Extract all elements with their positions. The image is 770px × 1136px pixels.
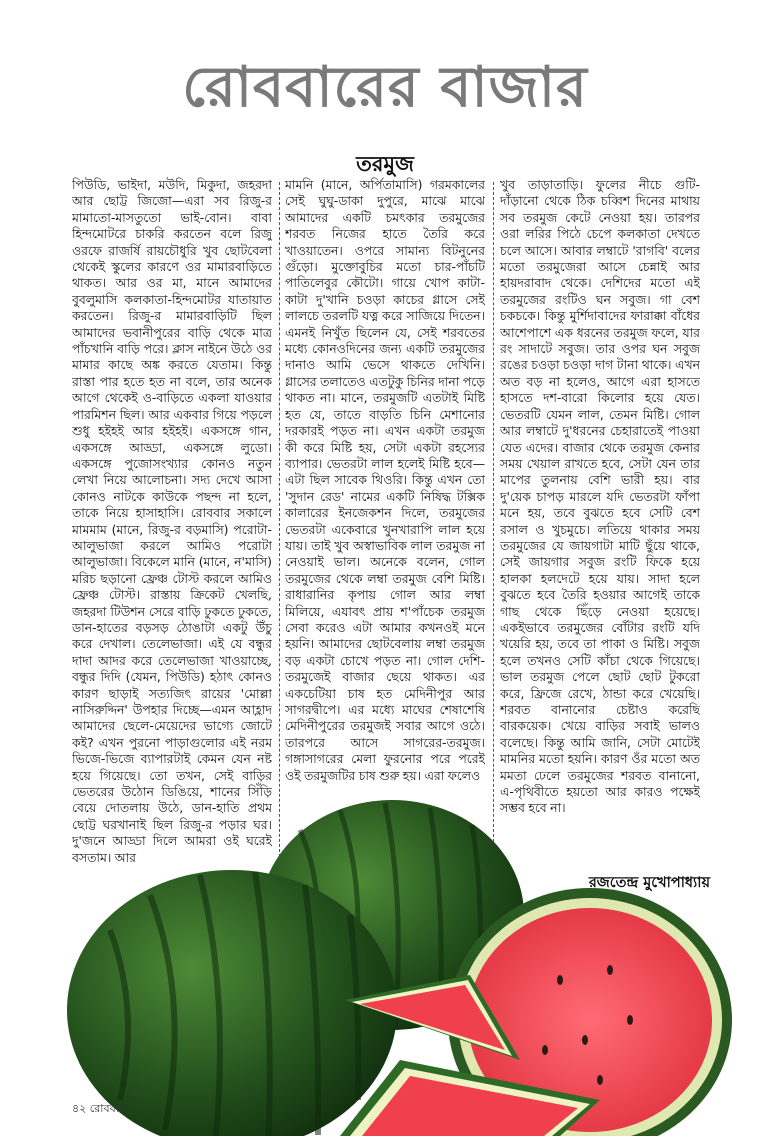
article-column-1: পিউডি, ভাইদা, মউদি, মিকুদা, জহরদা আর ছোট্ট জিজো—এরা সব রিজু-র মামাতো-মাসতুতো ভাই-বোন। বাবা হিন্দমোটরে চাকরি করতেন বলে রিজু ওরফে রাজর্ষি রায়চৌধুরি খুব ছোটবেলা থেকেই স্কুলের কারণে ওর মামারবাড়িতে থাকত। আর ওর মা, মানে আমাদের বুবলুমাসি কলকাতা-হিন্দমোটর যাতায়াত করতেন। রিজু-র মামারবাড়িটি ছিল আমাদের ভবানীপুরের বাড়ি থেকে মাত্র পাঁচখানি বাড়ি পরে। ক্লাস নাইনে উঠে ওর মামার কাছে অঙ্ক করতে যেতাম। কিন্তু রাস্তা পার হতে হত না বলে, তার অনেক আগে থেকেই ও-বাড়িতে একলা যাওয়ার পারমিশন ছিল। আর একবার গিয়ে পড়লে শুধু হইহই আর হইহই। একসঙ্গে গান, একসঙ্গে আড্ডা, একসঙ্গে লুডো। একসঙ্গে পুজোসংখ্যার কোনও নতুন লেখা নিয়ে আলোচনা। সদ্য দেখে আসা কোনও নাটকে কাউকে পছন্দ না হলে, তাকে নিয়ে হাসাহাসি। রোববার সকালে মামমাম (মানে, রিজু-র বড়মাসি) পরোটা-আলুভাজা করলে আমিও পরোটা আলুভাজা। বিকেলে মানি (মানে, ন'মাসি) মরিচ ছড়ানো ফ্রেঞ্চ টোস্ট করলে আমিও ফ্রেঞ্চ টোস্ট। রাস্তায় ক্রিকেট খেলছি, জহরদা টিউশন সেরে বাড়ি ঢুকতে ঢুকতে, ডান-হাতের বড়সড় ঠোঙাটা একটু উঁচু করে দেখাল। তেলেভাজা। এই যে বন্ধুর দাদা আদর করে তেলেভাজা খাওয়াচ্ছে, বন্ধুর দিদি (যেমন, পিউডি) হঠাৎ কোনও কারণ ছাড়াই সত্যজিৎ রায়ের 'মোল্লা নাসিরুদ্দিন' উপহার দিচ্ছে—এমন আহ্লাদ আমাদের ছেলে-মেয়েদের ভাগ্যে জোটে কই? এখন পুরনো পাড়াগুলোর এই নরম ভিজে-ভিজে ব্যাপারটাই কেমন যেন নষ্ট হয়ে গিয়েছে। তো তখন, সেই বাড়ির ভেতরের উঠোন ডিঙিয়ে, শানের সিঁড়ি বেয়ে দোতলায় উঠে, ডান-হাতি প্রথম ছোট্ট ঘরখানাই ছিল রিজু-র পড়ার ঘর। দু'জনে আড্ডা দিলে আমরা ওই ঘরেই বসতাম। আর <box>72 177 272 865</box>
author-byline: রজতেন্দ্র মুখোপাধ্যায় <box>588 875 710 891</box>
article-column-3: খুব তাড়াতাড়ি। ফুলের নীচে গুটি-দাঁড়ানো থেকে ঠিক চব্বিশ দিনের মাথায় সব তরমুজ কেটে নেওয়া হয়। তারপর ওরা লরির পিঠে চেপে কলকাতা দেখতে চলে আসে। আবার লম্বাটে 'রাগবি' বলের মতো তরমুজেরা আসে চেন্নাই আর হায়দরাবাদ থেকে। দেশিদের মতো এই তরমুজের রংটিও ঘন সবুজ। গা বেশ চকচকে। কিন্তু মুর্শিদাবাদের ফারাক্কা বাঁধের আশেপাশে এক ধরনের তরমুজ ফলে, যার রং সাদাটে সবুজ। তার ওপর ঘন সবুজ রঙের চওড়া চওড়া দাগ টানা থাকে। এখন অত বড় না হলেও, আগে এরা হাসতে হাসতে দশ-বারো কিলোর হয়ে যেত। ভেতরটি যেমন লাল, তেমন মিষ্টি। গোল আর লম্বাটে দু'ধরনের চেহারাতেই পাওয়া যেত এদের। বাজার থেকে তরমুজ কেনার সময় খেয়াল রাখতে হবে, সেটা যেন তার মাপের তুলনায় বেশি ভারী হয়। বার দু'য়েক চাপড় মারলে যদি ভেতরটা ফাঁপা মনে হয়, তবে বুঝতে হবে সেটি বেশ রসাল ও খুচমুচে। লতিয়ে থাকার সময় তরমুজের যে জায়গাটা মাটি ছুঁয়ে থাকে, সেই জায়গার সবুজ রংটি ফিকে হয়ে হালকা হলদেটে হয়ে যায়। সাদা হলে বুঝতে হবে তৈরি হওয়ার আগেই তাকে গাছ থেকে ছিঁড়ে নেওয়া হয়েছে। একইভাবে তরমুজের বোঁটার রংটি যদি খয়েরি হয়, তবে তা পাকা ও মিষ্টি। সবুজ হলে তখনও সেটি কাঁচা থেকে গিয়েছে। ভাল তরমুজ পেলে ছোট ছোট টুকরো করে, ফ্রিজে রেখে, ঠান্ডা করে খেয়েছি। শরবত বানানোর চেষ্টাও করেছি বারকয়েক। খেয়ে বাড়ির সবাই ভালও বলেছে। কিন্তু আমি জানি, সেটা মোটেই মামনির মতো হয়নি। কারণ ওঁর মতো অত মমতা ঢেলে তরমুজের শরবত বানানো, এ-পৃথিবীতে হয়তো আর কারও পক্ষেই সম্ভব হবে না। <box>500 177 700 816</box>
article-column-2: মামনি (মানে, অর্পিতামাসি) গরমকালের সেই ঘুঘু-ডাকা দুপুরে, মাঝে মাঝে আমাদের একটি চমৎকার তরমুজের শরবত নিজের হাতে তৈরি করে খাওয়াতেন। ওপরে সামান্য বিটনুনের গুঁড়ো। মুক্তোবুচির মতো চার-পাঁচটি পাতিলেবুর কৌটো। গায়ে খোপ কাটা-কাটা দু'খানি চওড়া কাচের গ্লাসে সেই লালচে তরলটি যত্ন করে সাজিয়ে দিতেন। এমনই নিখুঁত ছিলেন যে, সেই শরবতের মধ্যে কোনওদিনের জন্য একটি তরমুজের দানাও আমি ভেসে থাকতে দেখিনি। গ্লাসের তলাতেও এতটুকু চিনির দানা পড়ে থাকত না। মানে, তরমুজটি এতটাই মিষ্টি হত যে, তাতে বাড়তি চিনি মেশানোর দরকারই পড়ত না। এখন একটা তরমুজ কী করে মিষ্টি হয়, সেটা একটা রহস্যের ব্যাপার। ভেতরটা লাল হলেই মিষ্টি হবে—এটা ছিল সাবেক থিওরি। কিন্তু এখন তো 'সুদান রেড' নামের একটি নিষিদ্ধ টক্সিক কালারের ইনজেকশন দিলে, তরমুজের ভেতরটা একেবারে খুনখারাপি লাল হয়ে যায়। তাই খুব অস্বাভাবিক লাল তরমুজ না নেওয়াই ভাল। অনেকে বলেন, গোল তরমুজের থেকে লম্বা তরমুজ বেশি মিষ্টি। রাধারানির কৃপায় গোল আর লম্বা মিলিয়ে, এযাবৎ প্রায় শ'পাঁচেক তরমুজ সেবা করেও এটা আমার কখনওই মনে হয়নি। আমাদের ছোটবেলায় লম্বা তরমুজ বড় একটা চোখে পড়ত না। গোল দেশি-তরমুজেই বাজার ছেয়ে থাকত। এর একচেটিয়া চাষ হত মেদিনীপুর আর সাগরদ্বীপে। এর মধ্যে মাঘের শেষাশেষি মেদিনীপুরের তরমুজই সবার আগে ওঠে। তারপরে আসে সাগরের-তরমুজ। গঙ্গাসাগরের মেলা ফুরনোর পরে পরেই ওই তরমুজটির চাষ শুরু হয়। এরা ফলেও <box>285 177 485 783</box>
masthead-title: রোববারের বাজার <box>182 54 588 120</box>
article-title: তরমুজ <box>356 152 414 176</box>
page-folio: ৪২ রোববার <box>72 1102 125 1115</box>
